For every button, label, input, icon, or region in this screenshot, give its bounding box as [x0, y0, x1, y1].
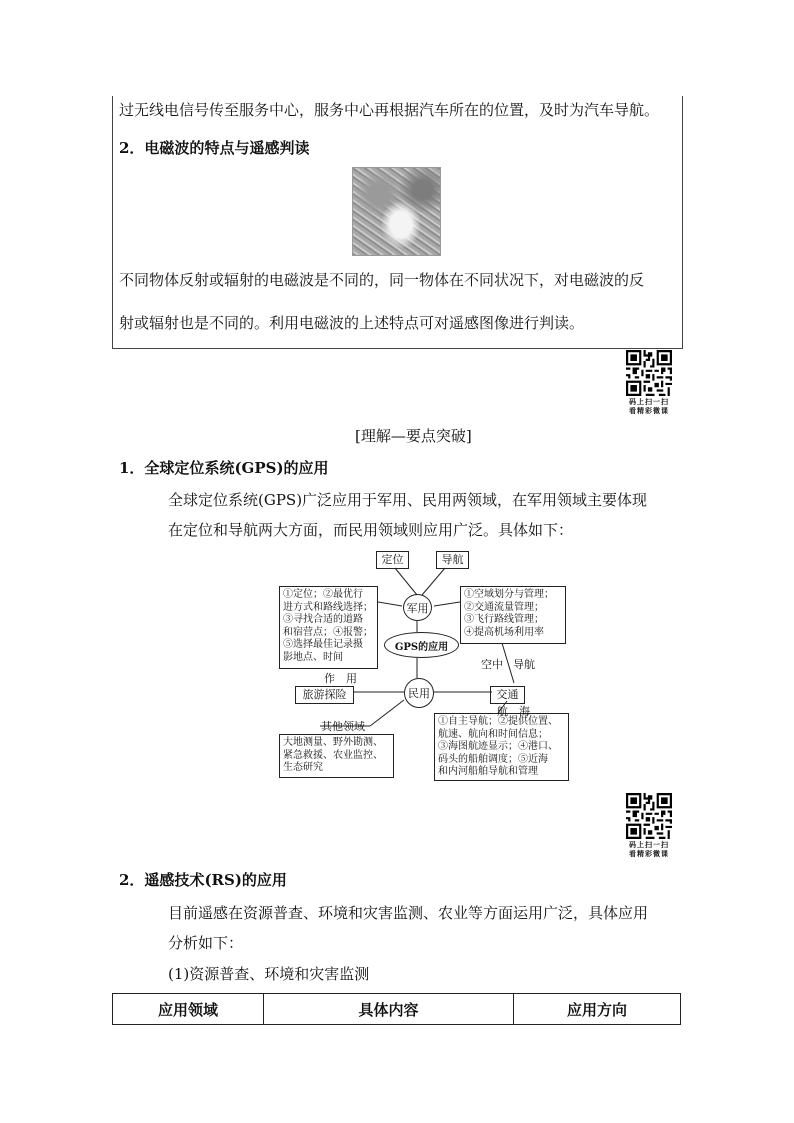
tag-dingwei: 定位: [376, 551, 409, 569]
rs-subheading: (1)资源普查、环境和灾害监测: [168, 965, 370, 983]
tag-daohang: 导航: [436, 551, 469, 569]
gps-para-2: 在定位和导航两大方面，而民用领域则应用广泛。具体如下：: [168, 521, 574, 539]
navigation-box: ①自主导航；②提供位置、 航速、航向和时间信息； ③海图航迹显示；④港口、 码头的船舶调度；⑤近海 和内河船舶导航和管理: [434, 713, 569, 781]
label-hanghai: 航 海: [497, 705, 530, 718]
rs-para-2: 分析如下：: [168, 934, 244, 952]
table-header: 应用领域: [113, 994, 264, 1025]
table-header: 应用方向: [514, 994, 681, 1025]
box-heading: 2．电磁波的特点与遥感判读: [119, 139, 310, 157]
circle-junyong: 军用: [403, 594, 432, 621]
tag-jiaotong: 交通: [490, 686, 525, 704]
aviation-box: ①空域划分与管理； ②交通流量管理； ③飞行路线管理； ④提高机场利用率: [460, 586, 566, 644]
label-daohang: 导航: [513, 658, 535, 671]
circle-minyong: 民用: [404, 678, 434, 708]
label-kongzhong: 空中: [481, 658, 503, 671]
rs-para-1: 目前遥感在资源普查、环境和灾害监测、农业等方面运用广泛，具体应用: [168, 904, 649, 922]
circle-gps-center: GPS的应用: [384, 632, 459, 658]
box-line-1: 过无线电信号传至服务中心，服务中心再根据汽车所在的位置，及时为汽车导航。: [119, 101, 660, 119]
gps-heading: 1．全球定位系统(GPS)的应用: [119, 459, 329, 477]
qr-caption: 码上扫一扫 看精彩微课: [629, 840, 669, 858]
label-zuoyong: 作 用: [324, 672, 357, 685]
gps-para-1: 全球定位系统(GPS)广泛应用于军用、民用两领域，在军用领域主要体现: [168, 491, 648, 509]
label-qita: 其他领域: [321, 720, 365, 733]
application-table: [112, 993, 681, 1025]
qr-code-icon[interactable]: [626, 793, 672, 839]
qr-caption: 码上扫一扫 看精彩微课: [629, 397, 669, 415]
military-box: ①定位；②最优行 进方式和路线选择； ③寻找合适的道路 和宿营点；④报警； ⑤选择最佳记录摄 影地点、时间: [279, 586, 378, 669]
rs-heading: 2．遥感技术(RS)的应用: [119, 871, 287, 889]
table-header-row: [113, 994, 681, 1025]
box-line-3: 射或辐射也是不同的。利用电磁波的上述特点可对遥感图像进行判读。: [119, 314, 585, 332]
box-line-2: 不同物体反射或辐射的电磁波是不同的，同一物体在不同状况下，对电磁波的反: [119, 271, 645, 289]
remote-sensing-image: [352, 167, 441, 256]
section-title: [理解—要点突破]: [355, 427, 472, 445]
tag-lvyou: 旅游探险: [295, 686, 354, 704]
qr-code-icon[interactable]: [626, 350, 672, 396]
table-header: 具体内容: [264, 994, 514, 1025]
other-fields-box: 大地测量、野外勘测、 紧急救援、农业监控、 生态研究: [279, 734, 394, 778]
